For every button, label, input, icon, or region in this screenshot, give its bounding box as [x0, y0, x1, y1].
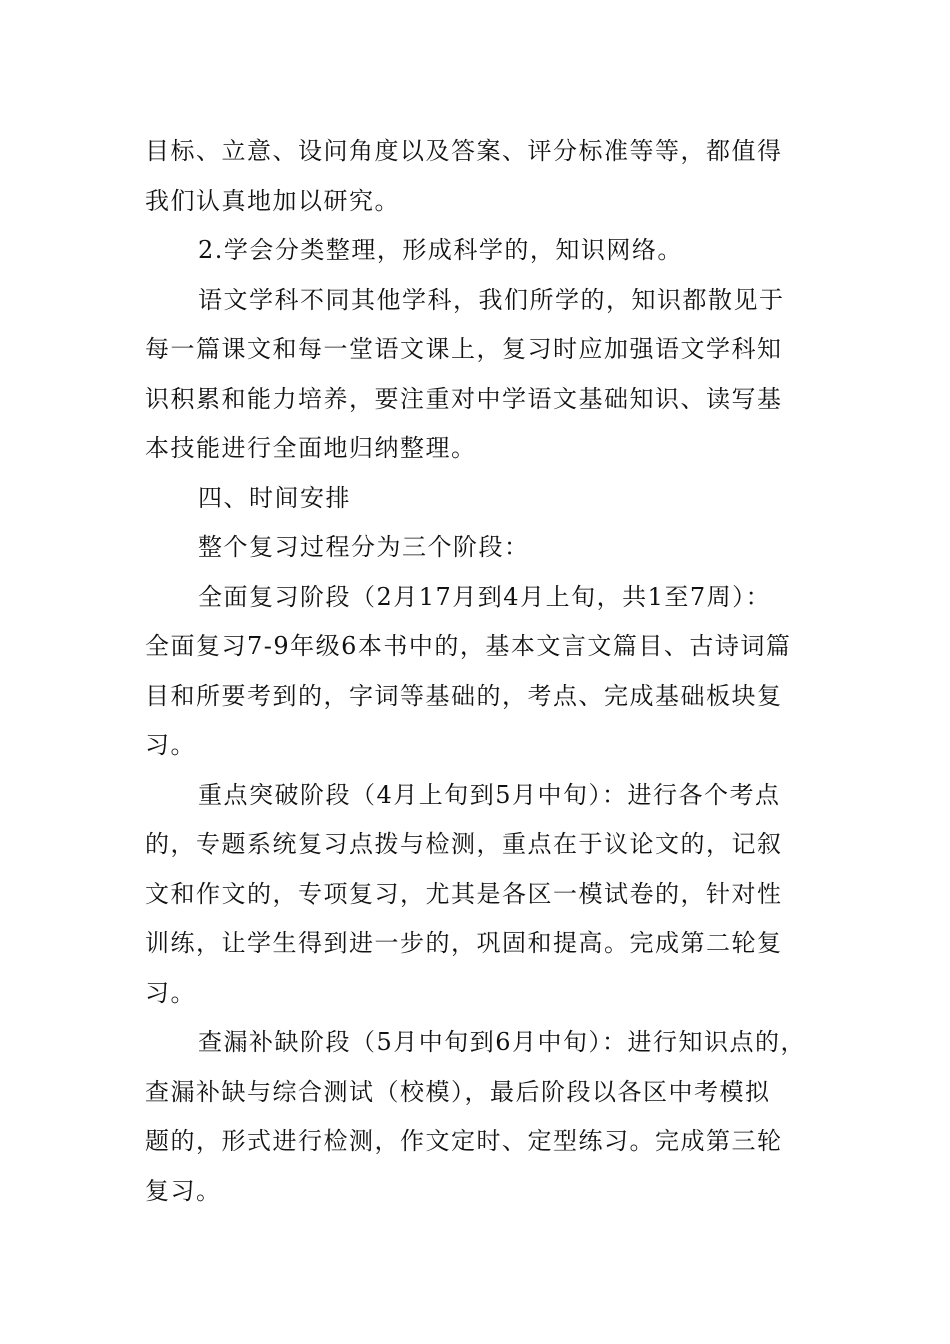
- paragraph-stage-key-breakthrough: [145, 771, 810, 1019]
- document-body: [145, 127, 810, 1216]
- text-line: 整个复习过程分为三个阶段：: [198, 533, 530, 561]
- paragraph-chinese-subject: [145, 276, 810, 474]
- text-line: 四、时间安排: [198, 483, 351, 512]
- text-line: 题的，形式进行检测，作文定时、定型练习。完成第三轮: [145, 1127, 783, 1155]
- text-line: 全面复习7-9年级6本书中的，基本文言文篇目、古诗词篇: [145, 632, 792, 660]
- text-line: 复习。: [145, 1176, 222, 1205]
- subheading-learn-classify: [145, 226, 810, 276]
- text-line: 查漏补缺阶段（5月中旬到6月中旬）：进行知识点的，: [198, 1028, 807, 1056]
- text-line: 我们认真地加以研究。: [145, 186, 400, 215]
- text-line: 目和所要考到的，字词等基础的，考点、完成基础板块复: [145, 681, 783, 710]
- text-line: 重点突破阶段（4月上旬到5月中旬）：进行各个考点: [198, 780, 781, 809]
- paragraph-three-stages: [145, 523, 810, 573]
- text-line: 目标、立意、设问角度以及答案、评分标准等等，都值得: [145, 137, 783, 165]
- text-line: 文和作文的，专项复习，尤其是各区一模试卷的，针对性: [145, 879, 783, 908]
- text-line: 识积累和能力培养，要注重对中学语文基础知识、读写基: [145, 384, 783, 413]
- paragraph-stage-fill-gaps: [145, 1018, 810, 1216]
- text-line: 2.学会分类整理，形成科学的，知识网络。: [198, 236, 683, 264]
- text-line: 全面复习阶段（2月17月到4月上旬，共1至7周）：: [198, 582, 772, 611]
- text-line: 的，专题系统复习点拨与检测，重点在于议论文的，记叙: [145, 830, 783, 858]
- section-heading-time-schedule: [145, 474, 810, 524]
- text-line: 每一篇课文和每一堂语文课上，复习时应加强语文学科知: [145, 335, 783, 363]
- text-line: 语文学科不同其他学科，我们所学的，知识都散见于: [198, 285, 785, 314]
- text-line: 习。: [145, 731, 196, 759]
- text-line: 训练，让学生得到进一步的，巩固和提高。完成第二轮复: [145, 929, 783, 957]
- paragraph-continued-goals: [145, 127, 810, 226]
- paragraph-stage-comprehensive-review: [145, 573, 810, 771]
- text-line: 习。: [145, 978, 196, 1007]
- text-line: 查漏补缺与综合测试（校模），最后阶段以各区中考模拟: [145, 1077, 771, 1106]
- text-line: 本技能进行全面地归纳整理。: [145, 434, 477, 462]
